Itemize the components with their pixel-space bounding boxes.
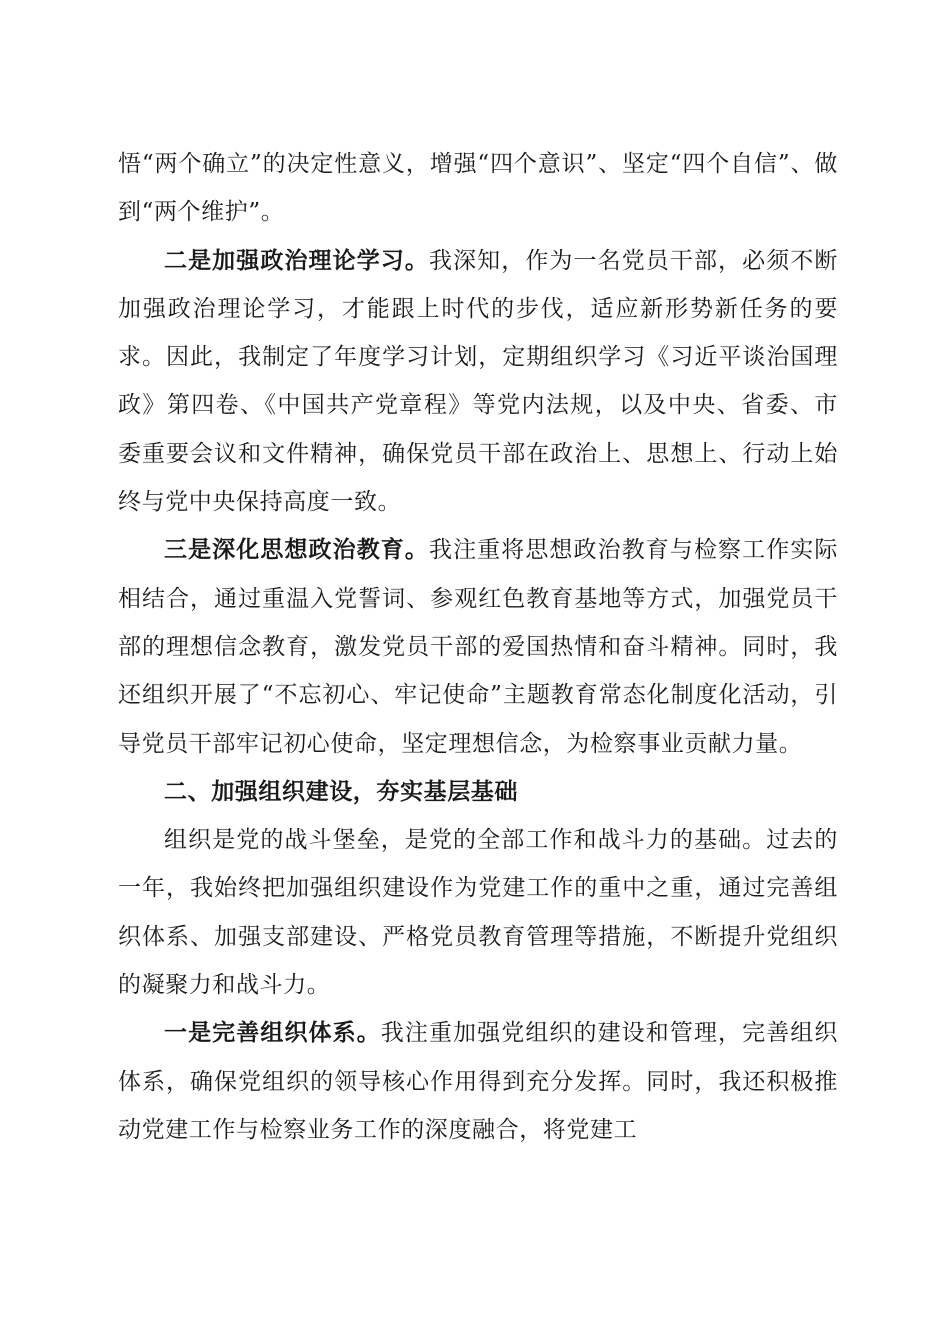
paragraph-text: 我注重加强党组织的建设和管理，完善组织体系，确保党组织的领导核心作用得到充分发挥。同时，我还积极推动党建工作与检察业务工作的深度融合，将党建工 (118, 1020, 838, 1143)
section-heading-text: 二、加强组织建设，夯实基层基础 (164, 778, 518, 805)
paragraph-organization-intro (118, 816, 838, 1009)
document-body (118, 140, 838, 1154)
section-heading (118, 768, 838, 816)
paragraph-organization-system (118, 1009, 838, 1154)
paragraph-text: 我注重将思想政治教育与检察工作实际相结合，通过重温入党誓词、参观红色教育基地等方式，加强党员干部的理想信念教育，激发党员干部的爱国热情和奋斗精神。同时，我还组织开展了“不忘初心、牢记使命”主题教育常态化制度化活动，引导党员干部牢记初心使命，坚定理想信念，为检察事业贡献力量。 (118, 537, 838, 757)
paragraph-text: 组织是党的战斗堡垒，是党的全部工作和战斗力的基础。过去的一年，我始终把加强组织建设作为党建工作的重中之重，通过完善组织体系、加强支部建设、严格党员教育管理等措施，不断提升党组织的凝聚力和战斗力。 (118, 827, 838, 999)
paragraph-continuation (118, 140, 838, 237)
paragraph-ideological-education (118, 526, 838, 767)
paragraph-text: 悟“两个确立”的决定性意义，增强“四个意识”、坚定“四个自信”、做到“两个维护”。 (118, 151, 838, 226)
paragraph-lead: 三是深化思想政治教育。 (164, 537, 429, 564)
paragraph-lead: 一是完善组织体系。 (164, 1020, 381, 1047)
paragraph-text: 我深知，作为一名党员干部，必须不断加强政治理论学习，才能跟上时代的步伐，适应新形势新任务的要求。因此，我制定了年度学习计划，定期组织学习《习近平谈治国理政》第四卷、《中国共产党章程》等党内法规，以及中央、省委、市委重要会议和文件精神，确保党员干部在政治上、思想上、行动上始终与党中央保持高度一致。 (118, 247, 838, 516)
paragraph-lead: 二是加强政治理论学习。 (164, 247, 429, 274)
paragraph-political-theory-study (118, 237, 838, 527)
